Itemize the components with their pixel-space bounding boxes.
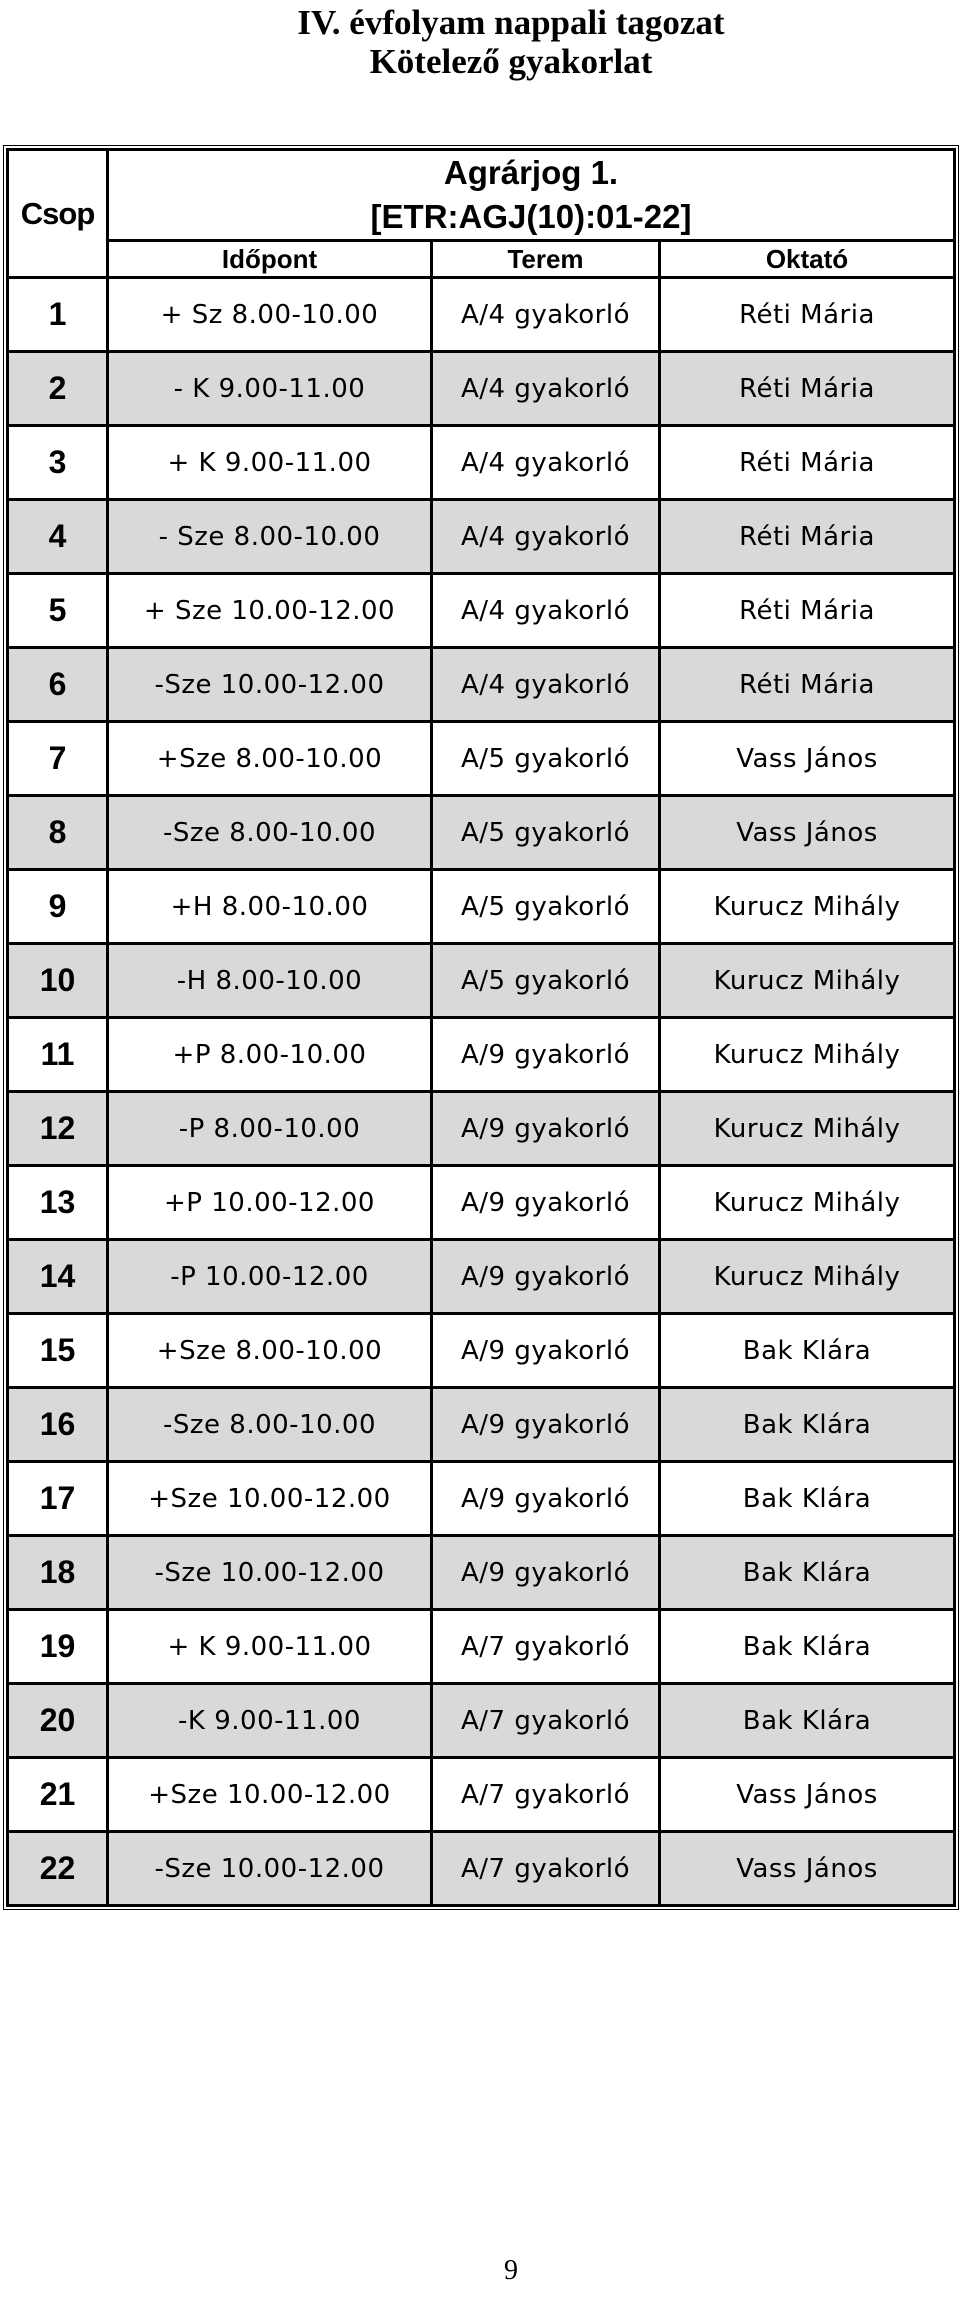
- time-cell: -Sze 10.00-12.00: [109, 649, 433, 723]
- time-cell: - Sze 8.00-10.00: [109, 501, 433, 575]
- table-row: [9, 575, 953, 649]
- table-row: [9, 1019, 953, 1093]
- room-cell: A/4 gyakorló: [433, 575, 661, 649]
- room-cell: A/7 gyakorló: [433, 1759, 661, 1833]
- teacher-cell: Bak Klára: [661, 1611, 953, 1685]
- room-cell: A/9 gyakorló: [433, 1019, 661, 1093]
- room-cell: A/9 gyakorló: [433, 1537, 661, 1611]
- teacher-cell: Kurucz Mihály: [661, 1167, 953, 1241]
- group-number-cell: 9: [9, 871, 109, 945]
- column-header-room: Terem: [433, 242, 661, 279]
- room-cell: A/4 gyakorló: [433, 427, 661, 501]
- room-cell: A/4 gyakorló: [433, 353, 661, 427]
- room-cell: A/9 gyakorló: [433, 1315, 661, 1389]
- group-number-cell: 12: [9, 1093, 109, 1167]
- group-number-cell: 15: [9, 1315, 109, 1389]
- table-row: [9, 1389, 953, 1463]
- page-title: IV. évfolyam nappali tagozat: [297, 3, 725, 42]
- time-cell: + Sze 10.00-12.00: [109, 575, 433, 649]
- time-cell: -Sze 10.00-12.00: [109, 1833, 433, 1904]
- teacher-cell: Réti Mária: [661, 279, 953, 353]
- table-row: [9, 1241, 953, 1315]
- time-cell: + K 9.00-11.00: [109, 427, 433, 501]
- teacher-cell: Réti Mária: [661, 353, 953, 427]
- table-row: [9, 871, 953, 945]
- room-cell: A/7 gyakorló: [433, 1611, 661, 1685]
- teacher-cell: Vass János: [661, 797, 953, 871]
- group-number-cell: 5: [9, 575, 109, 649]
- room-cell: A/9 gyakorló: [433, 1241, 661, 1315]
- table-row: [9, 649, 953, 723]
- time-cell: +Sze 10.00-12.00: [109, 1759, 433, 1833]
- course-name: Agrárjog 1.: [443, 154, 619, 191]
- schedule-rows: [9, 279, 953, 1904]
- group-number-cell: 17: [9, 1463, 109, 1537]
- table-row: [9, 353, 953, 427]
- group-number-cell: 22: [9, 1833, 109, 1904]
- teacher-cell: Bak Klára: [661, 1685, 953, 1759]
- time-cell: + Sz 8.00-10.00: [109, 279, 433, 353]
- room-cell: A/5 gyakorló: [433, 871, 661, 945]
- teacher-cell: Kurucz Mihály: [661, 1241, 953, 1315]
- group-number-cell: 4: [9, 501, 109, 575]
- table-row: [9, 945, 953, 1019]
- schedule-table: [6, 148, 956, 1907]
- table-row: [9, 1759, 953, 1833]
- time-cell: - K 9.00-11.00: [109, 353, 433, 427]
- table-row: [9, 1315, 953, 1389]
- group-number-cell: 8: [9, 797, 109, 871]
- time-cell: -Sze 8.00-10.00: [109, 1389, 433, 1463]
- teacher-cell: Bak Klára: [661, 1315, 953, 1389]
- teacher-cell: Kurucz Mihály: [661, 1093, 953, 1167]
- table-row: [9, 279, 953, 353]
- room-cell: A/9 gyakorló: [433, 1463, 661, 1537]
- room-cell: A/7 gyakorló: [433, 1685, 661, 1759]
- teacher-cell: Kurucz Mihály: [661, 945, 953, 1019]
- teacher-cell: Réti Mária: [661, 501, 953, 575]
- teacher-cell: Réti Mária: [661, 427, 953, 501]
- group-number-cell: 1: [9, 279, 109, 353]
- time-cell: + K 9.00-11.00: [109, 1611, 433, 1685]
- time-cell: -K 9.00-11.00: [109, 1685, 433, 1759]
- group-number-cell: 6: [9, 649, 109, 723]
- teacher-cell: Vass János: [661, 723, 953, 797]
- teacher-cell: Bak Klára: [661, 1389, 953, 1463]
- time-cell: +H 8.00-10.00: [109, 871, 433, 945]
- table-row: [9, 427, 953, 501]
- room-cell: A/4 gyakorló: [433, 649, 661, 723]
- column-header-time: Időpont: [109, 242, 433, 279]
- group-number-cell: 7: [9, 723, 109, 797]
- group-number-cell: 21: [9, 1759, 109, 1833]
- table-row: [9, 1093, 953, 1167]
- group-number-cell: 16: [9, 1389, 109, 1463]
- room-cell: A/4 gyakorló: [433, 501, 661, 575]
- teacher-cell: Réti Mária: [661, 575, 953, 649]
- teacher-cell: Vass János: [661, 1833, 953, 1904]
- course-header: [109, 151, 953, 242]
- table-row: [9, 723, 953, 797]
- group-number-cell: 13: [9, 1167, 109, 1241]
- table-row: [9, 501, 953, 575]
- teacher-cell: Bak Klára: [661, 1537, 953, 1611]
- room-cell: A/9 gyakorló: [433, 1389, 661, 1463]
- table-row: [9, 1167, 953, 1241]
- teacher-cell: Réti Mária: [661, 649, 953, 723]
- room-cell: A/9 gyakorló: [433, 1093, 661, 1167]
- time-cell: -H 8.00-10.00: [109, 945, 433, 1019]
- group-number-cell: 19: [9, 1611, 109, 1685]
- group-number-cell: 18: [9, 1537, 109, 1611]
- room-cell: A/5 gyakorló: [433, 723, 661, 797]
- page-number: 9: [504, 2255, 518, 2286]
- teacher-cell: Vass János: [661, 1759, 953, 1833]
- table-row: [9, 1537, 953, 1611]
- table-row: [9, 1463, 953, 1537]
- time-cell: +P 10.00-12.00: [109, 1167, 433, 1241]
- time-cell: +Sze 8.00-10.00: [109, 723, 433, 797]
- teacher-cell: Kurucz Mihály: [661, 871, 953, 945]
- time-cell: -P 8.00-10.00: [109, 1093, 433, 1167]
- table-row: [9, 1611, 953, 1685]
- time-cell: +Sze 8.00-10.00: [109, 1315, 433, 1389]
- page-subtitle: Kötelező gyakorlat: [369, 42, 653, 81]
- table-row: [9, 797, 953, 871]
- time-cell: -P 10.00-12.00: [109, 1241, 433, 1315]
- group-number-cell: 3: [9, 427, 109, 501]
- column-header-teacher: Oktató: [661, 242, 953, 279]
- course-code: [ETR:AGJ(10):01-22]: [370, 198, 692, 235]
- room-cell: A/7 gyakorló: [433, 1833, 661, 1904]
- group-number-cell: 20: [9, 1685, 109, 1759]
- group-number-cell: 11: [9, 1019, 109, 1093]
- teacher-cell: Bak Klára: [661, 1463, 953, 1537]
- time-cell: -Sze 10.00-12.00: [109, 1537, 433, 1611]
- table-row: [9, 1833, 953, 1904]
- group-number-cell: 2: [9, 353, 109, 427]
- room-cell: A/4 gyakorló: [433, 279, 661, 353]
- room-cell: A/9 gyakorló: [433, 1167, 661, 1241]
- time-cell: +P 8.00-10.00: [109, 1019, 433, 1093]
- table-row: [9, 1685, 953, 1759]
- csop-header: Csop: [9, 151, 109, 279]
- time-cell: +Sze 10.00-12.00: [109, 1463, 433, 1537]
- teacher-cell: Kurucz Mihály: [661, 1019, 953, 1093]
- group-number-cell: 14: [9, 1241, 109, 1315]
- group-number-cell: 10: [9, 945, 109, 1019]
- room-cell: A/5 gyakorló: [433, 945, 661, 1019]
- room-cell: A/5 gyakorló: [433, 797, 661, 871]
- time-cell: -Sze 8.00-10.00: [109, 797, 433, 871]
